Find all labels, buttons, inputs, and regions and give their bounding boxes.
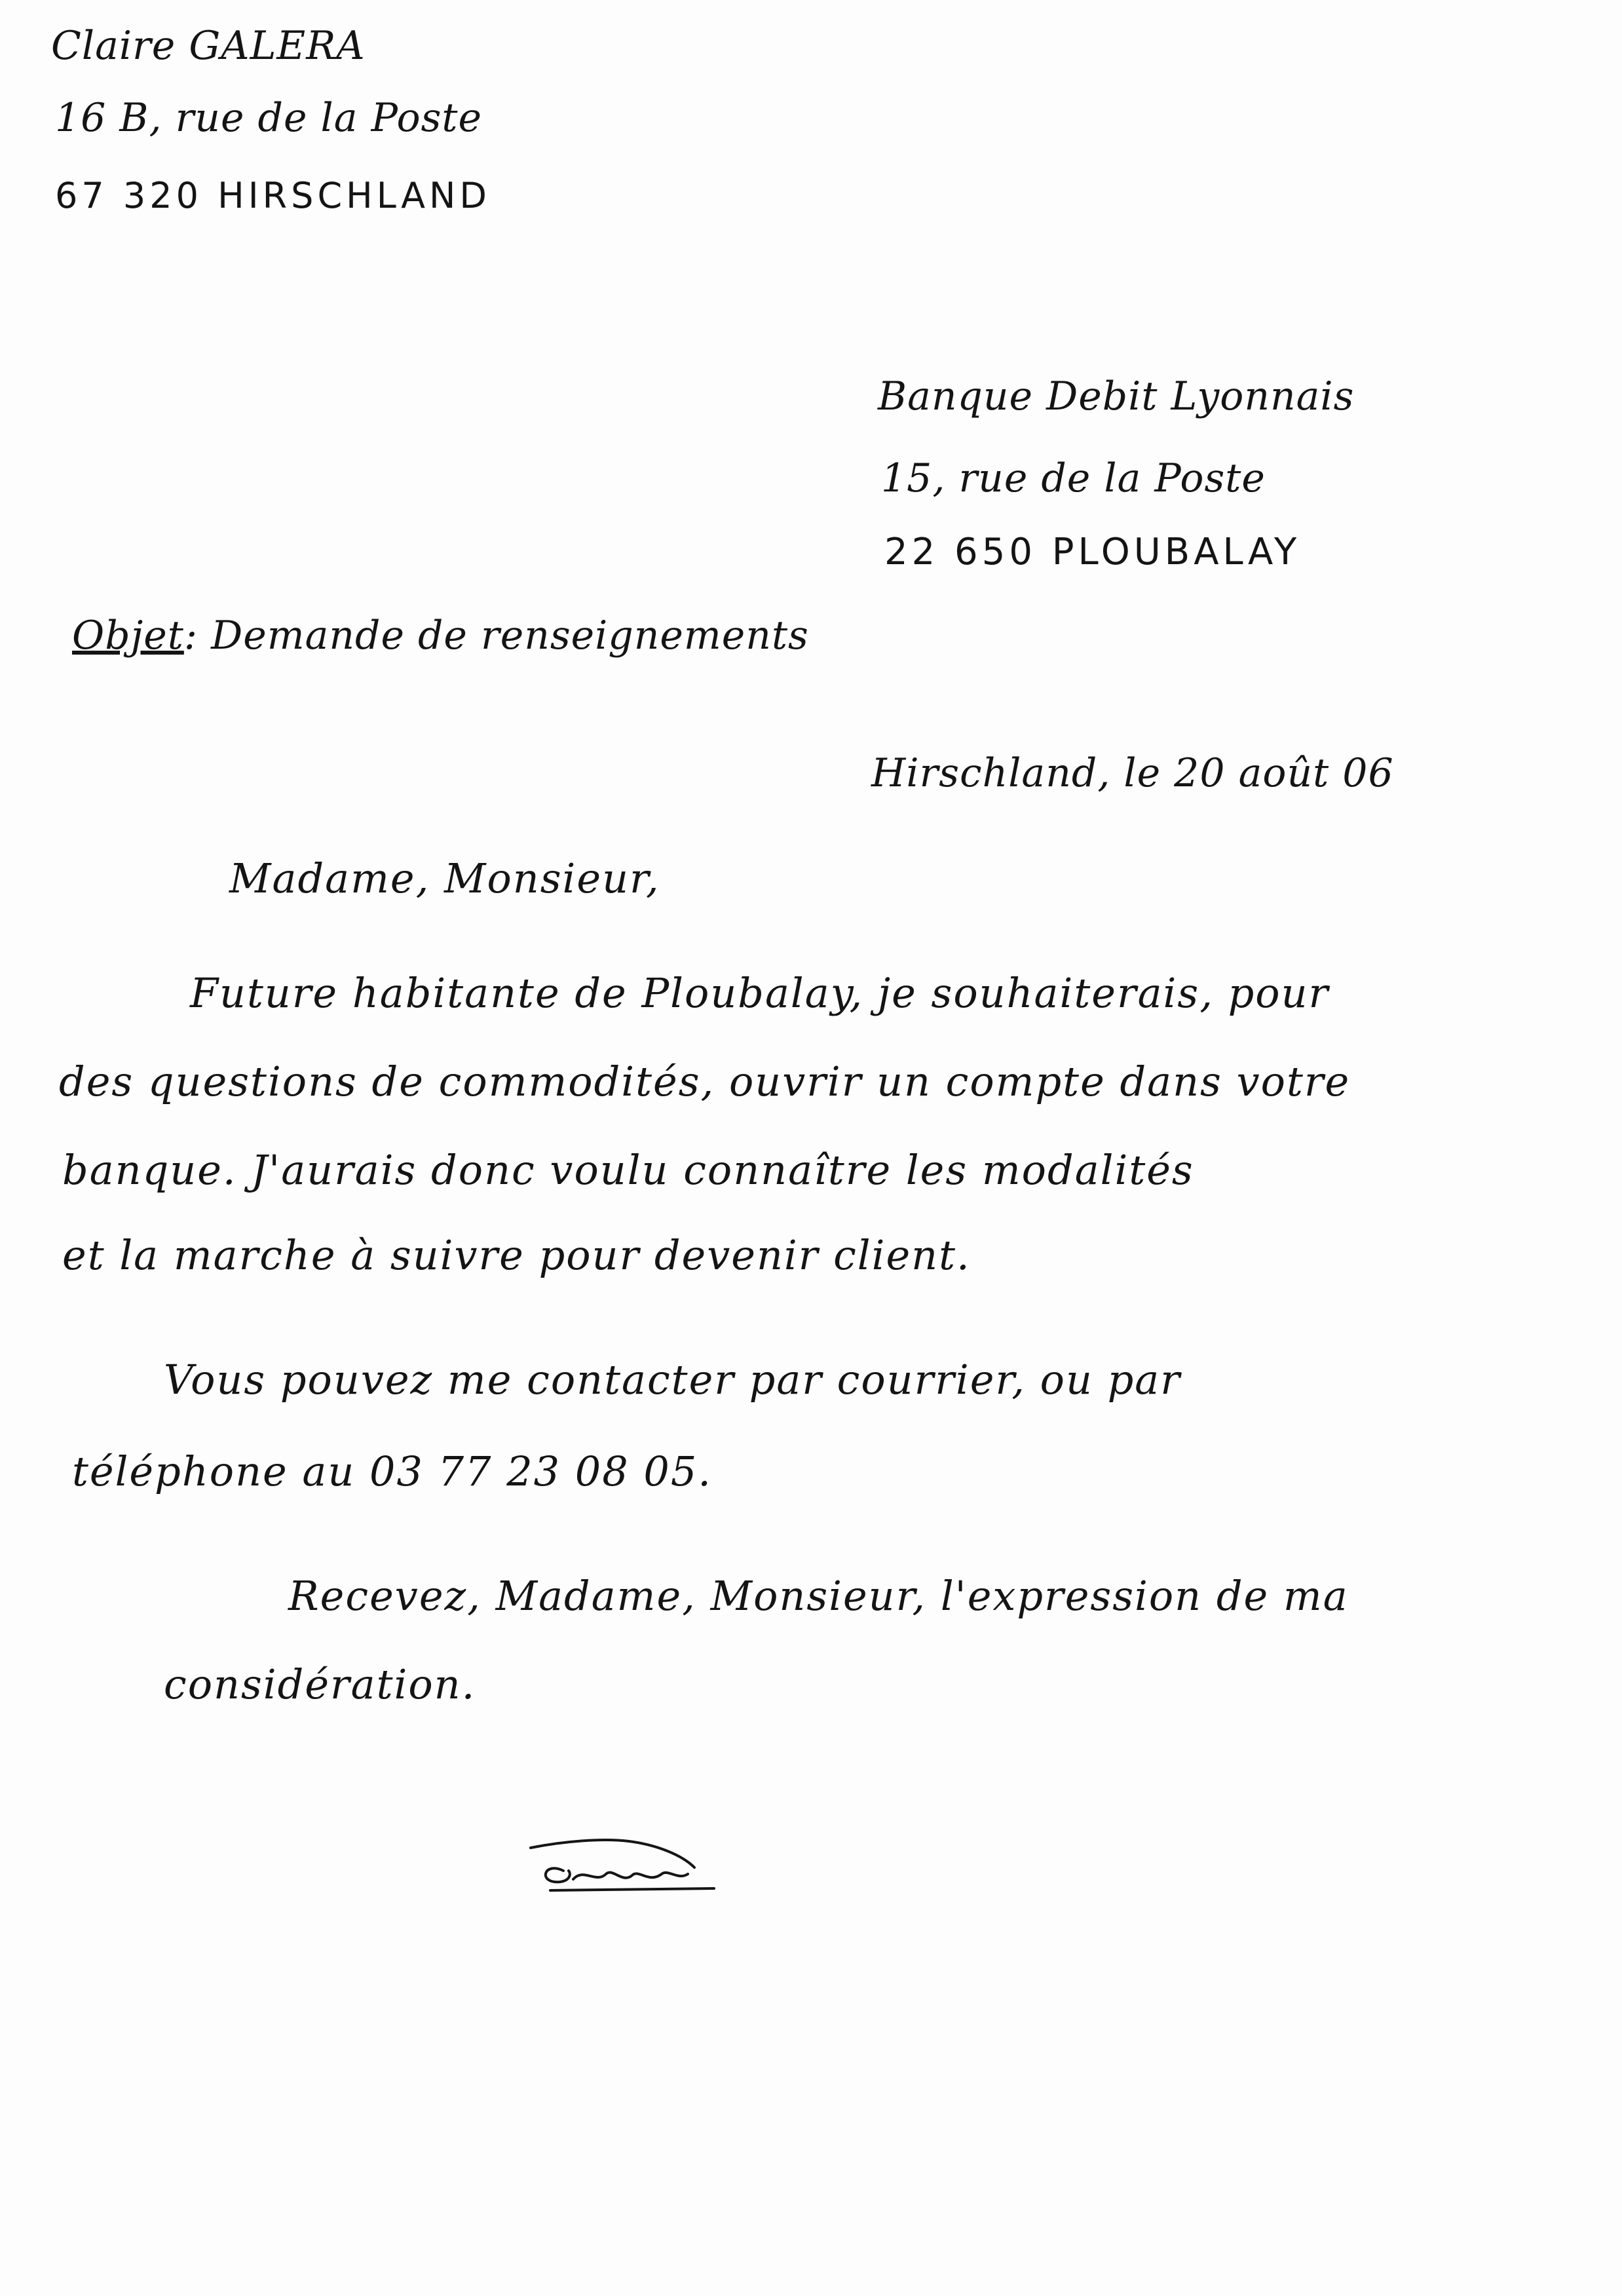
closing-line-2	[164, 1660, 476, 1708]
p1-line-1-text: Future habitante de Ploubalay, je souhaiterais, pour	[190, 969, 1330, 1017]
paragraph-2-line-2	[72, 1447, 713, 1495]
salutation	[229, 854, 660, 902]
p1-line-3-text: banque. J'aurais donc voulu connaître les modalités	[62, 1146, 1194, 1194]
paragraph-1-line-1	[190, 969, 1330, 1017]
sender-city	[55, 175, 491, 216]
subject-line	[72, 613, 809, 659]
recipient-city-text: 22 650 PLOUBALAY	[884, 531, 1301, 573]
date-line	[871, 750, 1394, 796]
subject-label: Objet	[72, 613, 184, 659]
p1-line-4-text: et la marche à suivre pour devenir client.	[62, 1231, 971, 1279]
p2-line-1-text: Vous pouvez me contacter par courrier, ou par	[164, 1356, 1181, 1404]
signature	[524, 1822, 721, 1900]
p2-line-2-text: téléphone au 03 77 23 08 05.	[72, 1447, 713, 1495]
sender-city-text: 67 320 HIRSCHLAND	[55, 175, 491, 216]
recipient-name	[878, 373, 1355, 419]
paragraph-1-line-2	[59, 1058, 1351, 1105]
recipient-name-text: Banque Debit Lyonnais	[878, 373, 1355, 419]
signature-drawing	[524, 1822, 721, 1900]
closing-line-1-text: Recevez, Madame, Monsieur, l'expression de ma	[288, 1572, 1349, 1620]
recipient-city	[884, 531, 1301, 573]
sender-name	[51, 23, 366, 69]
salutation-text: Madame, Monsieur,	[229, 854, 660, 902]
sender-street-text: 16 B, rue de la Poste	[55, 95, 483, 141]
closing-line-2-text: considération.	[164, 1660, 476, 1708]
date-text: Hirschland, le 20 août 06	[871, 750, 1394, 796]
paragraph-1-line-3	[62, 1146, 1194, 1194]
recipient-street	[881, 455, 1266, 501]
closing-line-1	[288, 1572, 1349, 1620]
paragraph-2-line-1	[164, 1356, 1181, 1404]
sender-name-text: Claire GALERA	[51, 23, 366, 69]
p1-line-2-text: des questions de commodités, ouvrir un compte dans votre	[59, 1058, 1351, 1105]
recipient-street-text: 15, rue de la Poste	[881, 455, 1266, 501]
subject-text: : Demande de renseignements	[183, 613, 809, 659]
sender-street	[55, 95, 483, 141]
paragraph-1-line-4	[62, 1231, 971, 1279]
